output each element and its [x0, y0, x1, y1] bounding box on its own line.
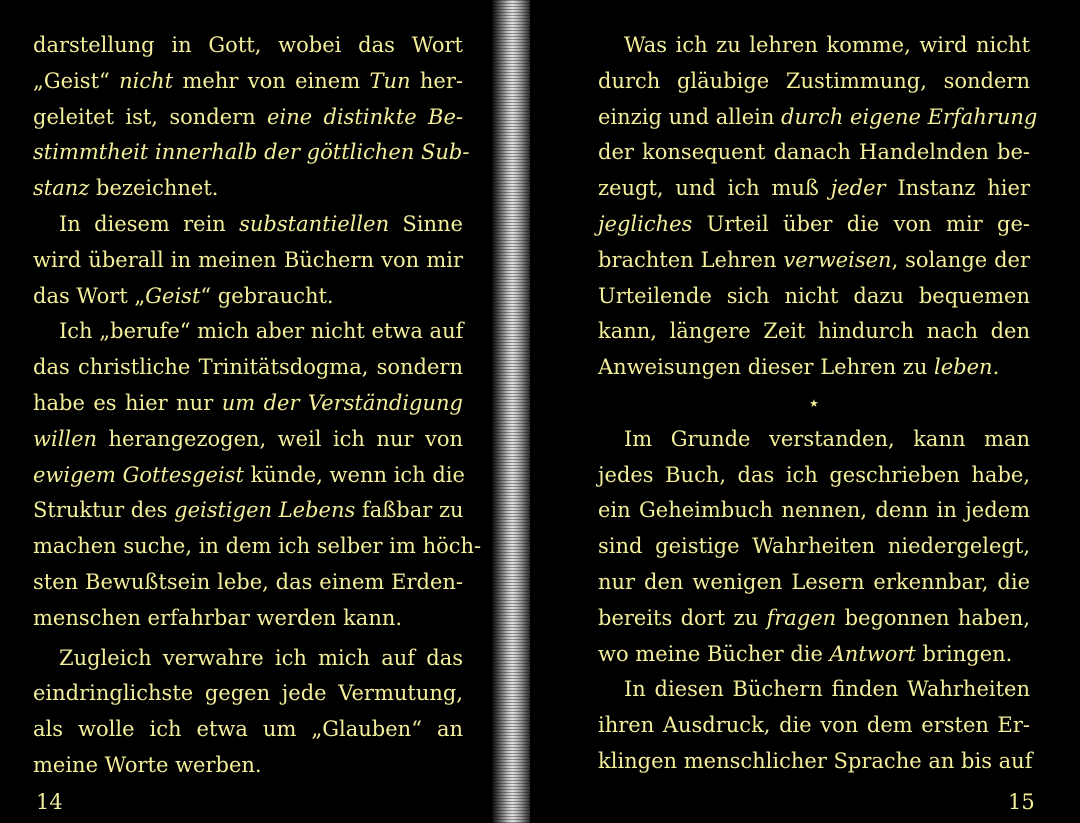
- italic-text: stimmtheit innerhalb der göttlichen Sub-: [33, 140, 470, 165]
- text-line: [33, 135, 470, 171]
- text-line: [598, 171, 1030, 207]
- text-segment: nur den wenigen Lesern erkennbar, die: [598, 569, 1030, 594]
- text-line: [33, 712, 463, 748]
- text-segment: herangezogen, weil ich nur von: [97, 426, 463, 451]
- left-page-text: [33, 28, 482, 784]
- text-segment: Urteil über die von mir ge-: [692, 211, 1030, 236]
- text-segment: wird überall in meinen Büchern von mir: [33, 247, 463, 272]
- text-line: [33, 386, 463, 422]
- text-line: [598, 207, 1030, 243]
- text-line: [598, 100, 1038, 136]
- text-segment: „Geist“: [33, 68, 120, 93]
- text-segment: zeugt, und ich muß: [598, 176, 831, 201]
- text-segment: “ gebraucht.: [200, 283, 334, 308]
- italic-text: ewigem Gottesgeist: [33, 462, 244, 487]
- text-segment: klingen menschlicher Sprache an bis auf: [598, 748, 1033, 773]
- text-segment: menschen erfahrbar werden kann.: [33, 605, 403, 630]
- text-line: [598, 135, 1030, 171]
- text-line: [598, 350, 1030, 386]
- text-segment: das Wort „: [33, 283, 146, 308]
- text-segment: machen suche, in dem ich selber im höch-: [33, 534, 482, 559]
- text-segment: darstellung in Gott, wobei das Wort: [33, 33, 463, 57]
- italic-text: fragen: [766, 605, 837, 630]
- text-segment: ein Geheimbuch nennen, denn in jedem: [598, 498, 1030, 523]
- left-page: [0, 0, 492, 823]
- text-line: [33, 529, 482, 565]
- text-segment: In diesen Büchern finden Wahrheiten: [624, 677, 1030, 702]
- text-segment: , solange der: [891, 247, 1030, 272]
- text-line: [598, 458, 1030, 494]
- text-line: [33, 493, 463, 529]
- italic-text: stanz: [33, 176, 90, 201]
- italic-text: durch eigene Erfahrung: [781, 104, 1038, 129]
- text-segment: jedes Buch, das ich geschrieben habe,: [598, 462, 1030, 487]
- text-segment: der konsequent danach Handelnden be-: [598, 140, 1030, 165]
- text-line: [598, 601, 1030, 637]
- text-line: [598, 243, 1030, 279]
- text-segment: sten Bewußtsein lebe, das einem Erden-: [33, 569, 463, 594]
- italic-text: Antwort: [829, 641, 916, 666]
- text-line: [598, 279, 1030, 315]
- text-line: [33, 243, 463, 279]
- text-line: [33, 28, 463, 64]
- text-segment: eindringlichste gegen jede Vermutung,: [33, 681, 463, 706]
- text-segment: ihren Ausdruck, die von dem ersten Er-: [598, 713, 1030, 738]
- text-segment: begonnen haben,: [836, 605, 1030, 630]
- text-line: [33, 314, 463, 350]
- italic-text: leben.: [934, 355, 1000, 380]
- text-line: [33, 171, 463, 207]
- text-line: [598, 28, 1030, 64]
- text-line: [33, 64, 463, 100]
- italic-text: geistigen Lebens: [174, 498, 356, 523]
- text-segment: Struktur des: [33, 498, 175, 523]
- text-segment: Ich „berufe“ mich aber nicht etwa auf: [59, 319, 464, 344]
- text-segment: mehr von einem: [173, 68, 370, 93]
- text-segment: ⋆: [807, 390, 821, 415]
- italic-text: jeder: [830, 176, 886, 201]
- text-line: [33, 350, 463, 386]
- right-page: [530, 0, 1080, 823]
- italic-text: verweisen: [783, 247, 892, 272]
- text-line: [33, 601, 463, 637]
- text-line: [33, 748, 463, 784]
- text-line: [33, 458, 463, 494]
- text-line: [33, 641, 463, 677]
- text-segment: geleitet ist, sondern: [33, 104, 268, 129]
- text-segment: wo meine Bücher die: [598, 641, 830, 666]
- italic-text: eine distinkte Be-: [267, 104, 463, 129]
- text-segment: Sinne: [389, 211, 463, 236]
- text-segment: kann, längere Zeit hindurch nach den: [598, 319, 1030, 344]
- book-gutter: [492, 0, 530, 823]
- italic-text: um der Verständigung: [221, 390, 463, 415]
- text-segment: Instanz hier: [885, 176, 1030, 201]
- text-line: [33, 676, 463, 712]
- text-line: [33, 279, 463, 315]
- text-segment: Anweisungen dieser Lehren zu: [598, 355, 935, 380]
- text-segment: Im Grunde verstanden, kann man: [624, 426, 1030, 451]
- section-separator: [598, 386, 1030, 422]
- text-line: [598, 493, 1030, 529]
- text-segment: künde, wenn ich die: [243, 462, 465, 487]
- italic-text: nicht: [119, 68, 174, 93]
- text-segment: einzig und allein: [598, 104, 782, 129]
- text-line: [33, 422, 463, 458]
- text-line: [598, 529, 1030, 565]
- page-number: 14: [36, 790, 63, 814]
- text-line: [33, 565, 463, 601]
- italic-text: Tun: [369, 68, 411, 93]
- text-line: [598, 672, 1030, 708]
- text-line: [598, 314, 1030, 350]
- text-segment: habe es hier nur: [33, 390, 222, 415]
- text-line: [598, 565, 1030, 601]
- text-segment: Was ich zu lehren komme, wird nicht: [624, 33, 1030, 57]
- text-segment: durch gläubige Zustimmung, sondern: [598, 68, 1030, 93]
- text-line: [598, 64, 1030, 100]
- text-segment: bringen.: [915, 641, 1013, 666]
- text-segment: bezeichnet.: [89, 176, 219, 201]
- text-segment: In diesem rein: [59, 211, 240, 236]
- text-line: [33, 100, 463, 136]
- italic-text: willen: [33, 426, 98, 451]
- text-line: [33, 207, 463, 243]
- text-line: [598, 422, 1030, 458]
- text-segment: bereits dort zu: [598, 605, 767, 630]
- page-number: 15: [1008, 790, 1035, 814]
- text-line: [598, 708, 1030, 744]
- text-segment: das christliche Trinitätsdogma, sondern: [33, 355, 463, 380]
- text-segment: Zugleich verwahre ich mich auf das: [59, 645, 463, 670]
- right-page-text: [598, 28, 1038, 780]
- text-segment: her-: [410, 68, 463, 93]
- text-line: [598, 637, 1030, 673]
- text-segment: meine Worte werben.: [33, 752, 262, 777]
- text-line: [598, 744, 1033, 780]
- text-segment: als wolle ich etwa um „Glauben“ an: [33, 717, 463, 742]
- text-segment: faßbar zu: [355, 498, 464, 523]
- text-segment: brachten Lehren: [598, 247, 784, 272]
- italic-text: Geist: [145, 283, 201, 308]
- italic-text: jegliches: [598, 211, 693, 236]
- italic-text: substantiellen: [239, 211, 390, 236]
- text-segment: sind geistige Wahrheiten niedergelegt,: [598, 534, 1030, 559]
- text-segment: Urteilende sich nicht dazu bequemen: [598, 283, 1030, 308]
